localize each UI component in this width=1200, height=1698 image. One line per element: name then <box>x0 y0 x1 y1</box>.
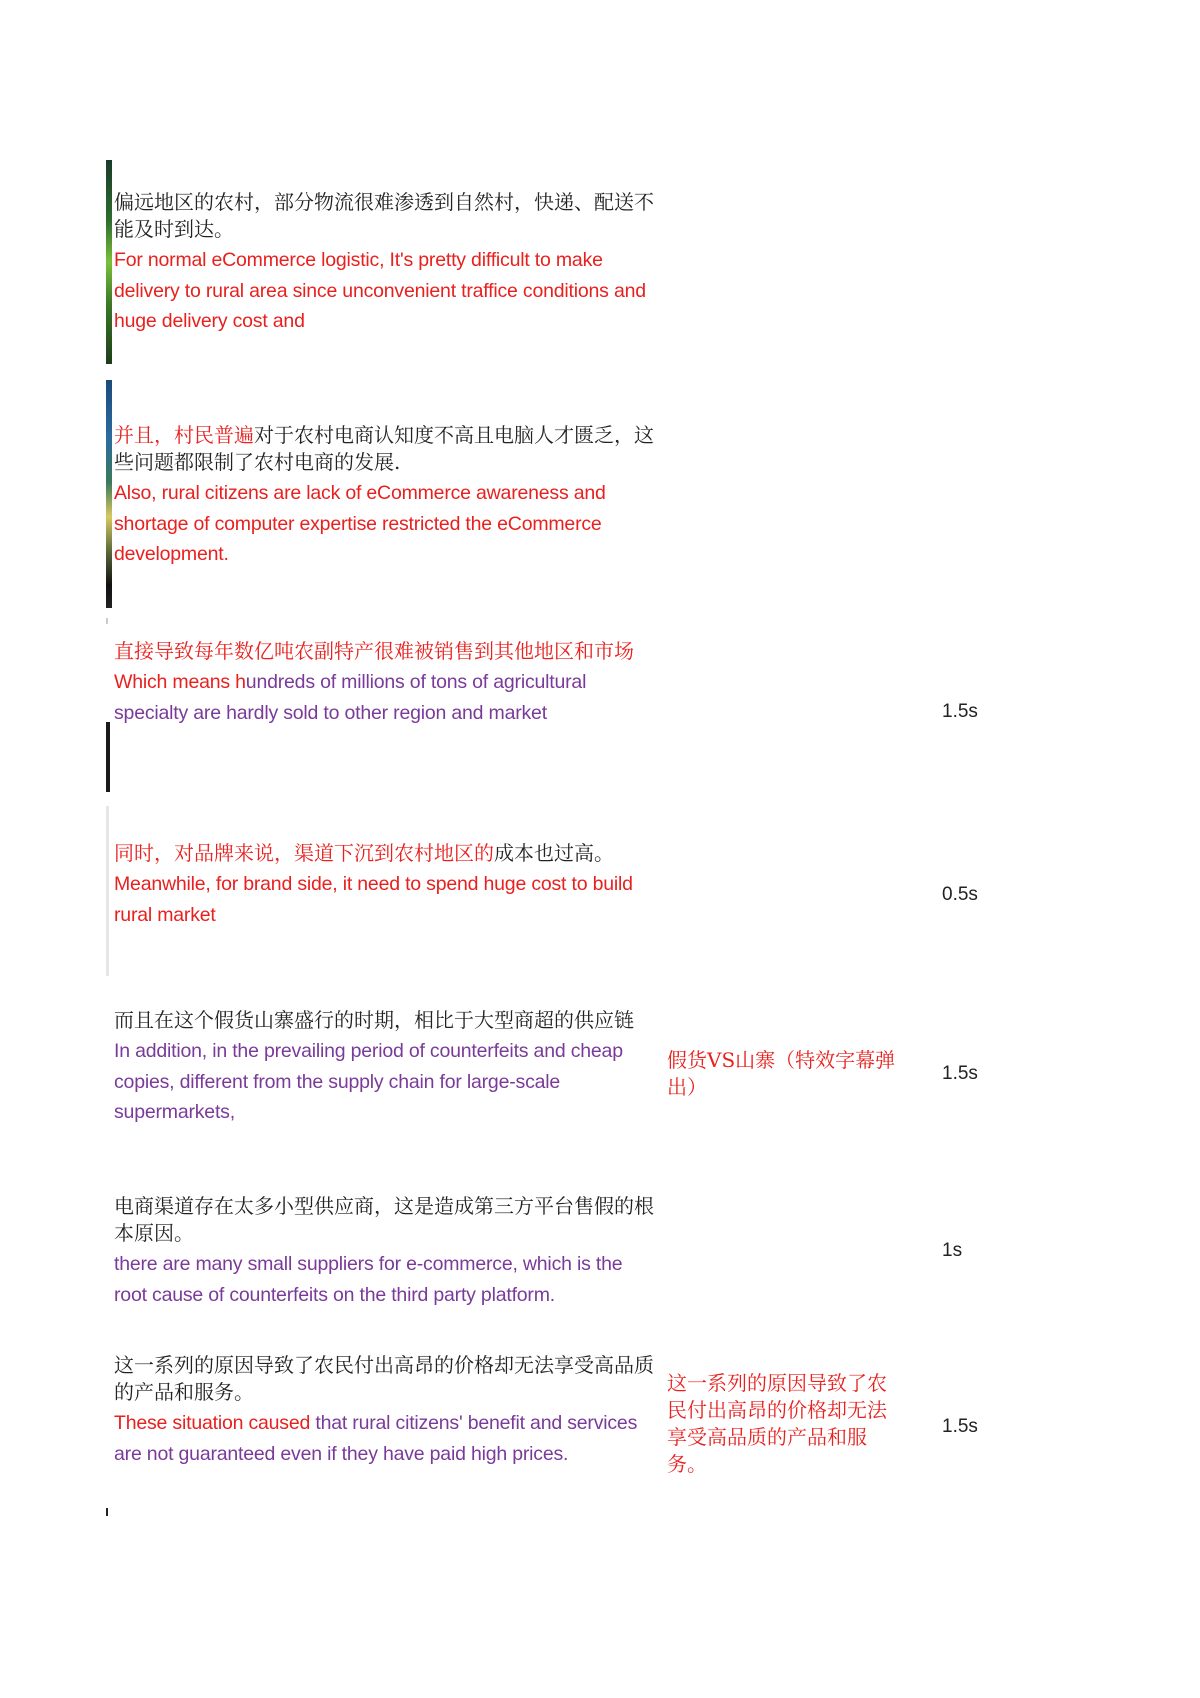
text-segment: 成本也过高。 <box>494 841 614 865</box>
text-segment: there are many small suppliers for e-commerce, which is the root cause of counterfeits on the third party platform. <box>114 1253 623 1306</box>
duration-label: 1s <box>942 1240 963 1261</box>
text-segment: 直接导致每年数亿吨农副特产很难被销售到其他地区和市场 <box>114 639 634 663</box>
text-segment: 这一系列的原因导致了农民付出高昂的价格却无法享受高品质的产品和服务。 <box>114 1353 654 1404</box>
thumbnail-strip <box>106 722 110 792</box>
narration-zh <box>114 1352 659 1406</box>
thumbnail-strip <box>106 380 112 608</box>
thumbnail-strip <box>106 806 109 976</box>
text-segment: In addition, in the prevailing period of counterfeits and cheap copies, different from the supply chain for large-scale supermarkets, <box>114 1040 623 1123</box>
text-segment: These situation caused <box>114 1412 316 1434</box>
text-segment: For normal eCommerce logistic, It's pretty difficult to make delivery to rural area since unconvenient traffice conditions and huge delivery cost and <box>114 249 646 332</box>
text-segment: Which means h <box>114 671 246 693</box>
narration-text <box>114 189 659 337</box>
text-segment: Also, rural citizens are lack of eCommerce awareness and shortage of computer expertise restricted the eCommerce development. <box>114 482 606 565</box>
text-segment: 同时，对品牌来说，渠道下沉到农村地区的 <box>114 841 494 865</box>
narration-en <box>114 1249 659 1310</box>
narration-zh <box>114 638 659 665</box>
narration-zh <box>114 422 659 476</box>
text-segment: undreds of millions of tons of agricultural specialty are hardly sold to other region and market <box>114 671 587 724</box>
thumbnail-strip <box>106 160 112 364</box>
narration-text <box>114 638 659 728</box>
narration-text <box>114 422 659 570</box>
duration-label: 0.5s <box>942 884 978 905</box>
narration-zh <box>114 840 659 867</box>
narration-en <box>114 245 659 337</box>
text-segment: 并且，村民普遍 <box>114 423 254 447</box>
effect-note: 这一系列的原因导致了农民付出高昂的价格却无法享受高品质的产品和服务。 <box>667 1371 887 1476</box>
thumbnail-strip <box>106 618 108 624</box>
text-segment: Meanwhile, for brand side, it need to spend huge cost to build rural market <box>114 873 633 926</box>
effect-note: 假货VS山寨（特效字幕弹出） <box>667 1048 896 1099</box>
text-segment: that rural citizens' benefit and services are not guaranteed even if they have paid high prices. <box>114 1412 638 1465</box>
narration-text <box>114 1193 659 1310</box>
text-segment: 偏远地区的农村，部分物流很难渗透到自然村，快递、配送不能及时到达。 <box>114 190 654 241</box>
duration-label: 1.5s <box>942 1416 978 1437</box>
thumbnail-strip <box>106 1508 108 1516</box>
narration-zh <box>114 1193 659 1247</box>
narration-en <box>114 1408 659 1469</box>
duration-label: 1.5s <box>942 1063 978 1084</box>
text-segment: 对于农村电商认知度不高且电脑人才匮乏，这些问题都限制了农村电商的发展. <box>114 423 654 474</box>
narration-text <box>114 1352 659 1469</box>
narration-en <box>114 869 659 930</box>
narration-en <box>114 1036 659 1128</box>
narration-text <box>114 840 659 930</box>
duration-label: 1.5s <box>942 701 978 722</box>
text-segment: 而且在这个假货山寨盛行的时期，相比于大型商超的供应链 <box>114 1008 634 1032</box>
narration-text <box>114 1007 659 1128</box>
narration-en <box>114 667 659 728</box>
narration-en <box>114 478 659 570</box>
narration-zh <box>114 1007 659 1034</box>
text-segment: 电商渠道存在太多小型供应商，这是造成第三方平台售假的根本原因。 <box>114 1194 654 1245</box>
narration-zh <box>114 189 659 243</box>
